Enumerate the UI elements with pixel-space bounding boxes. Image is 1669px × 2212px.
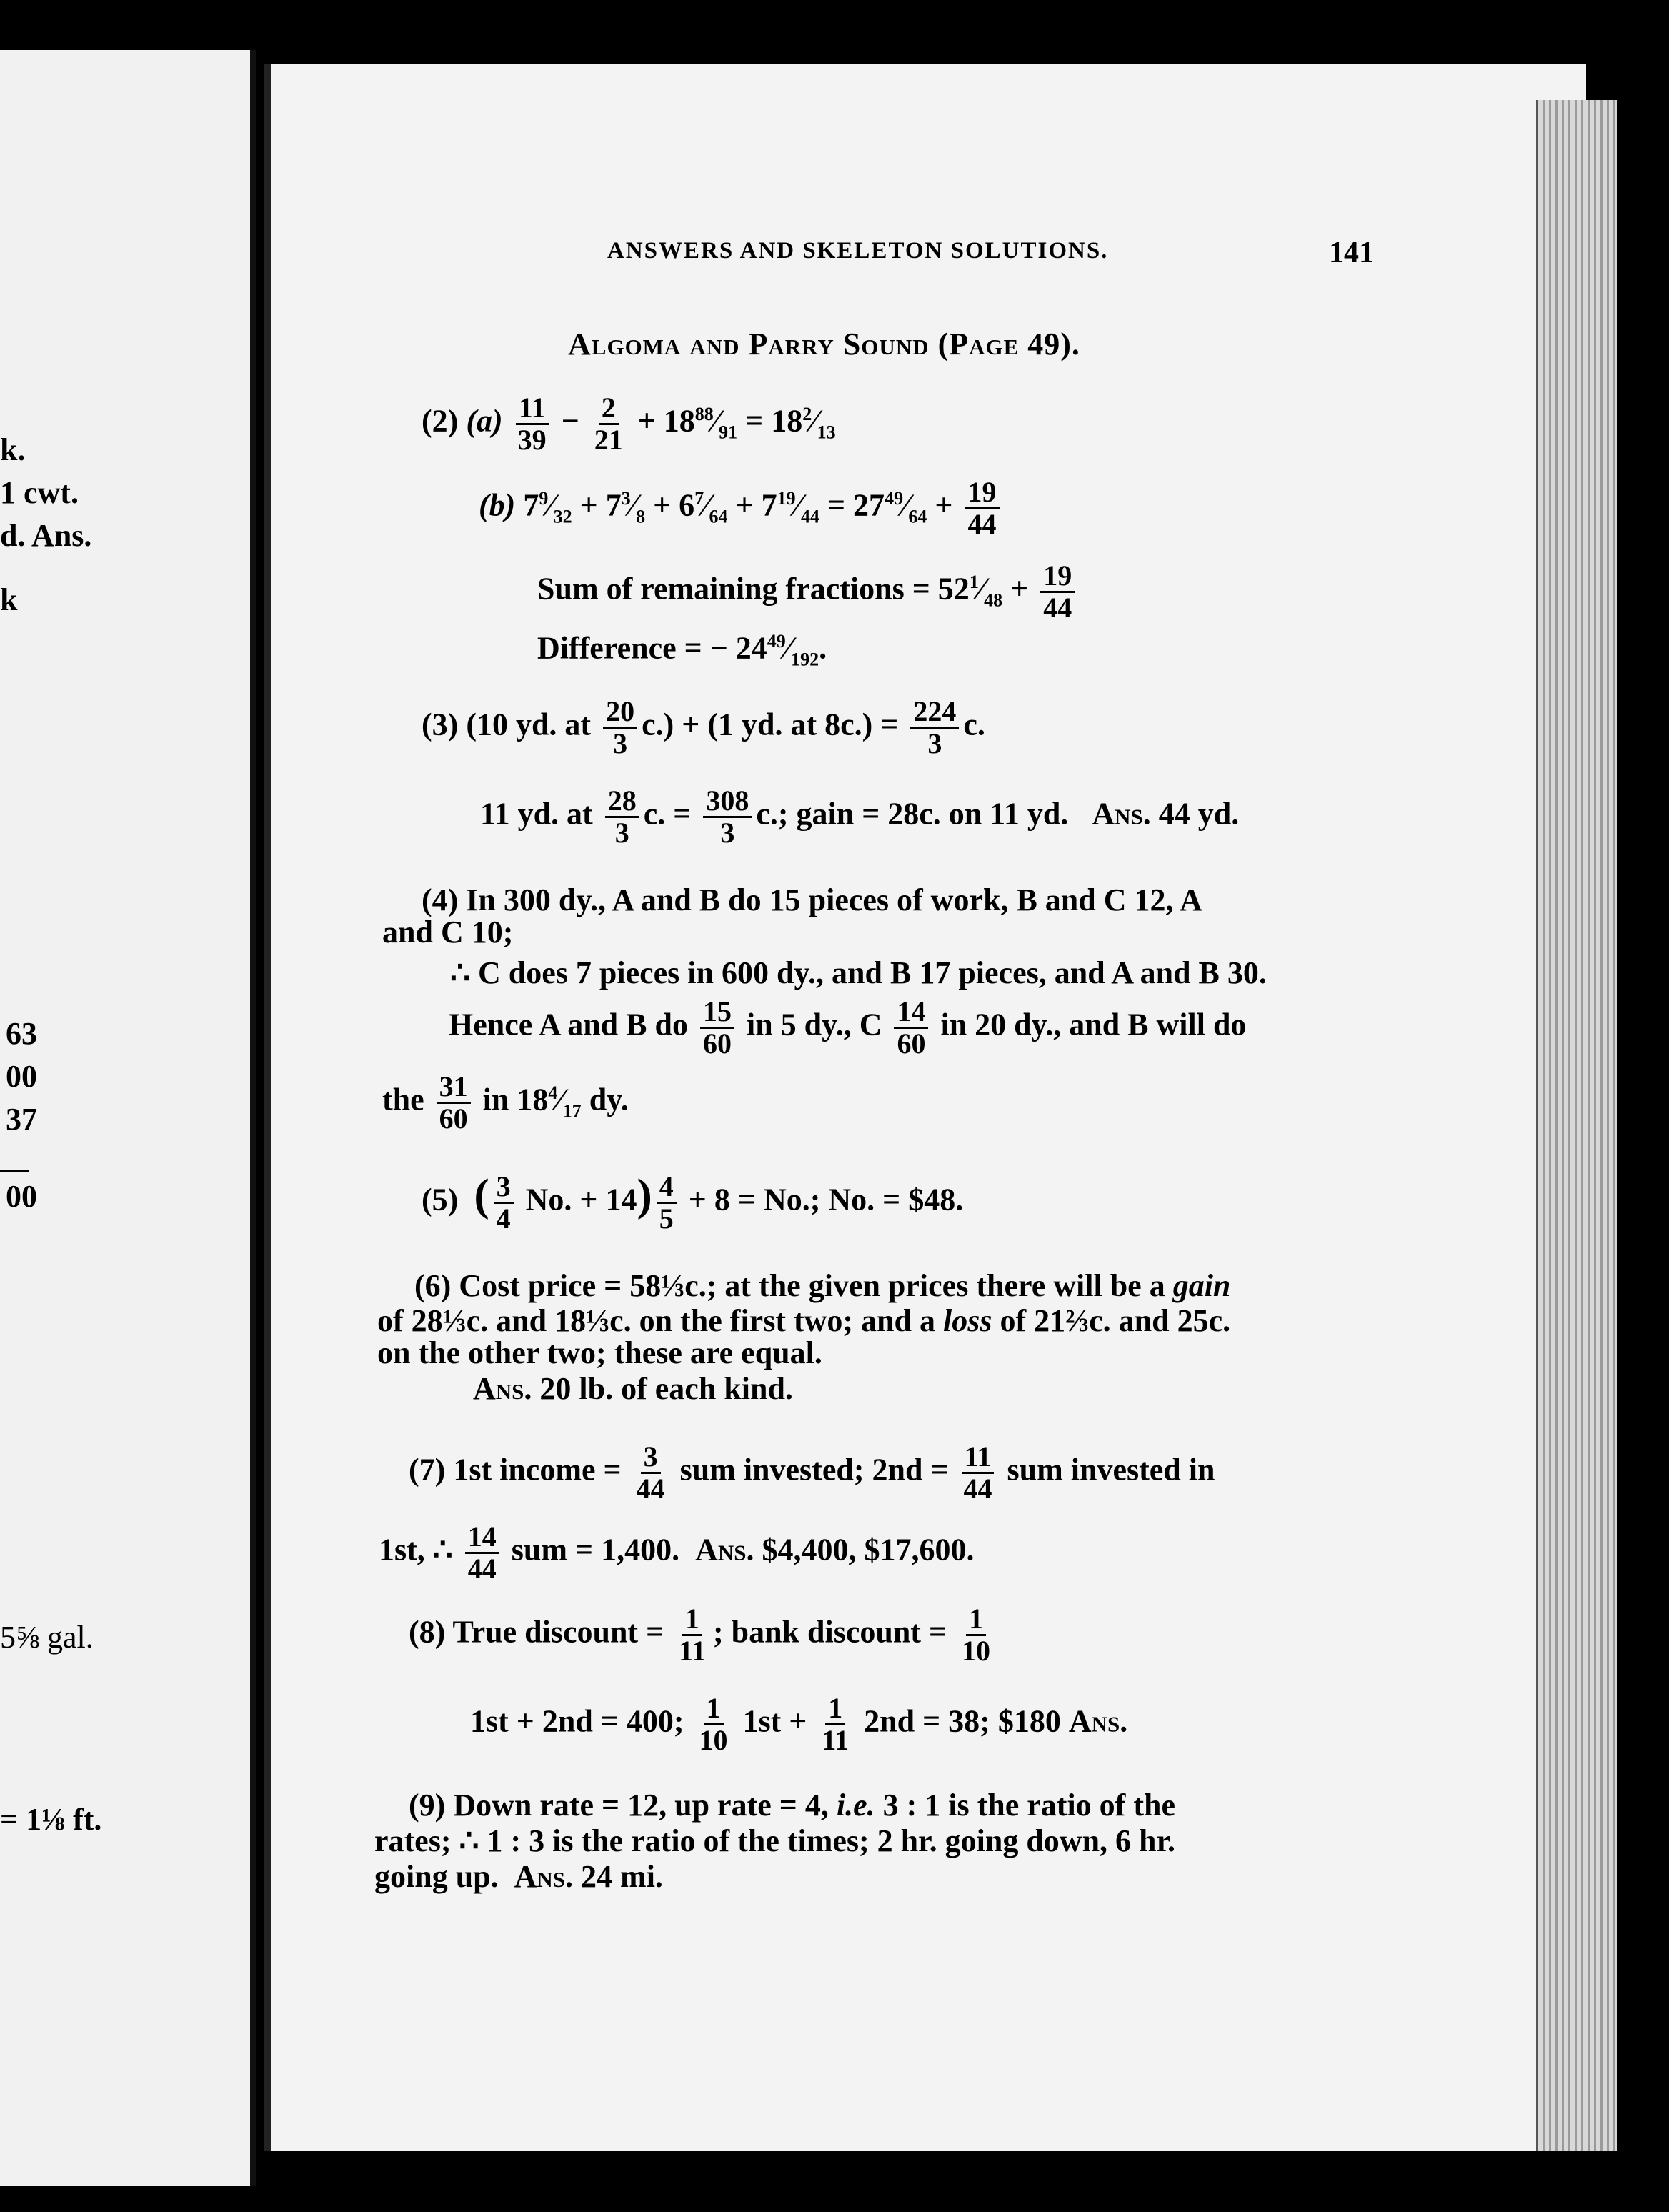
problem-4-line4: Hence A and B do $\frac{15}{60}$ in 5 dy., C $\frac{14}{60}$ in 20 dy., and B will do [449,995,1247,1060]
problem-9-line1: (9) Down rate = 12, up rate = 4, i.e. 3 : 1 is the ratio of the [409,1788,1175,1823]
left-sum-rule [0,1170,29,1172]
problem-5: (5) ( $\frac{3}{4}$ No. + 14) $\frac{4}{5}$ + 8 = No.; No. = $48. [422,1169,964,1235]
page-edges [1536,100,1617,2151]
problem-3-line2: 11 yd. at $\frac{28}{3}$ c. = $\frac{308}{3}$ c.; gain = 28c. on 11 yd. Ans. 44 yd. [480,784,1240,849]
left-fragment: k [0,582,18,617]
problem-6-line2: of 28⅓c. and 18⅓c. on the first two; and a loss of 21⅔c. and 25c. [377,1303,1231,1338]
problem-2a: (2) (a) $\frac{11}{39}$ − $\frac{2}{21}$ + $18^{88}⁄_{91}$ = $18^2⁄_{13}$ [422,392,836,456]
problem-6-line3: on the other two; these are equal. [377,1335,822,1370]
problem-8-line2: 1st + 2nd = 400; $\frac{1}{10}$ 1st + $\frac{1}{11}$ 2nd = 38; $180 Ans. [470,1692,1128,1756]
problem-6-answer: Ans. 20 lb. of each kind. [473,1371,793,1406]
problem-3-line1: (3) (10 yd. at $\frac{20}{3}$ c.) + (1 yd. at 8c.) = $\frac{224}{3}$ c. [422,695,985,759]
problem-2b: (b) $7^9⁄_{32}$ + $7^3⁄_8$ + $6^7⁄_{64}$ + $7^{19}⁄_{44}$ = $27^{49}⁄_{64}$ + $\frac{19}{44}$ [479,477,1004,539]
page-number: 141 [1329,236,1374,269]
problem-7-line2: 1st, ∴ $\frac{14}{44}$ sum = 1,400. Ans. $4,400, $17,600. [379,1520,975,1585]
section-title: Algoma and Parry Sound (Page 49). [568,327,1080,362]
left-fragment: 00 [6,1179,37,1214]
problem-4-line3: ∴ C does 7 pieces in 600 dy., and B 17 pieces, and A and B 30. [450,955,1267,990]
left-page [0,50,256,2186]
left-fragment: d. Ans. [0,518,92,553]
left-fragment: 00 [6,1059,37,1094]
left-fragment: 37 [6,1102,37,1137]
problem-7-line1: (7) 1st income = $\frac{3}{44}$ sum invested; 2nd = $\frac{11}{44}$ sum invested in [409,1440,1215,1505]
left-fragment: 5⅝ gal. [0,1620,94,1655]
running-header: ANSWERS AND SKELETON SOLUTIONS. [607,238,1109,264]
problem-8-line1: (8) True discount = $\frac{1}{11}$ ; bank discount = $\frac{1}{10}$ [409,1603,991,1667]
problem-9-line2: rates; ∴ 1 : 3 is the ratio of the times; 2 hr. going down, 6 hr. [374,1823,1176,1858]
problem-4-line5: the $\frac{31}{60}$ in $18^4⁄_{17}$ dy. [382,1070,629,1135]
left-fragment: 63 [6,1016,37,1051]
problem-2b-difference: Difference = − $24^{49}⁄_{192}$. [537,630,827,670]
left-fragment: k. [0,432,26,467]
problem-6-line1: (6) Cost price = 58⅓c.; at the given prices there will be a gain [414,1268,1231,1303]
left-fragment: = 1⅛ ft. [0,1802,102,1837]
problem-4-line1: (4) In 300 dy., A and B do 15 pieces of work, B and C 12, A [422,882,1202,917]
left-fragment: 1 cwt. [0,475,79,510]
problem-9-line3: going up. Ans. 24 mi. [374,1859,663,1894]
problem-4-line2: and C 10; [382,915,514,950]
problem-2b-sum: Sum of remaining fractions = $52^1⁄_{48}$ + $\frac{19}{44}$ [537,561,1079,623]
